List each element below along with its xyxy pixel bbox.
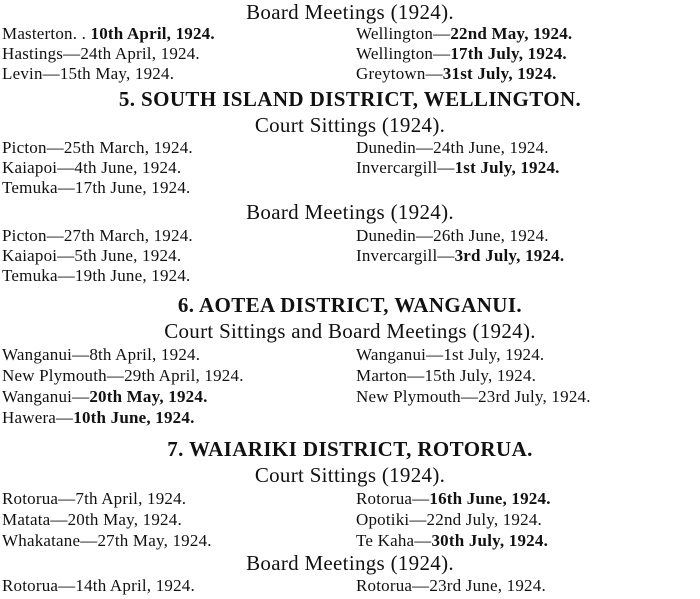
section-heading: Board Meetings (1924). (246, 0, 454, 24)
right-entry (356, 44, 567, 64)
left-entry (2, 387, 208, 407)
date: 27th May, 1924. (97, 531, 212, 550)
date: 20th May, 1924. (89, 387, 208, 406)
place: Levin— (2, 64, 60, 83)
place: Picton— (2, 138, 64, 157)
section-heading: Board Meetings (1924). (246, 200, 454, 224)
place: Rotorua— (2, 489, 76, 508)
place: New Plymouth— (2, 366, 125, 385)
date: 4th June, 1924. (74, 158, 182, 177)
date: 10th June, 1924. (73, 408, 195, 427)
right-entry (356, 345, 544, 365)
district-heading: 6. AOTEA DISTRICT, WANGANUI. (177, 293, 523, 317)
date: 31st July, 1924. (442, 64, 557, 83)
place: Whakatane— (2, 531, 98, 550)
list-row (0, 510, 700, 530)
list-row (0, 246, 700, 266)
date: 26th June, 1924. (433, 226, 549, 245)
left-entry (2, 246, 181, 266)
left-entry (2, 366, 244, 386)
left-entry (2, 266, 191, 286)
place: Kaiapoi— (2, 158, 75, 177)
section-heading: Court Sittings (1924). (254, 113, 446, 137)
place: Masterton. . (2, 24, 91, 43)
date: 8th April, 1924. (89, 345, 201, 364)
list-row (0, 64, 700, 84)
place: Opotiki— (356, 510, 427, 529)
list-row (0, 531, 700, 551)
right-entry (356, 64, 557, 84)
place: Wellington— (356, 24, 451, 43)
date: 17th June, 1924. (74, 178, 191, 197)
left-entry (2, 345, 200, 365)
place: Invercargill— (356, 246, 455, 265)
date: 20th May, 1924. (67, 510, 182, 529)
date: 25th March, 1924. (63, 138, 193, 157)
list-row (0, 24, 700, 44)
list-row (0, 489, 700, 509)
place: Greytown— (356, 64, 443, 83)
date: 5th June, 1924. (74, 246, 182, 265)
date: 24th April, 1924. (80, 44, 200, 63)
date: 30th July, 1924. (431, 531, 549, 550)
list-row (0, 226, 700, 246)
list-row (0, 266, 700, 286)
date: 10th April, 1924. (90, 24, 215, 43)
date: 14th April, 1924. (75, 576, 195, 595)
date: 22nd May, 1924. (450, 24, 573, 43)
date: 16th June, 1924. (429, 489, 551, 508)
date: 23rd June, 1924. (429, 576, 546, 595)
list-row (0, 44, 700, 64)
right-entry (356, 510, 542, 530)
place: Rotorua— (356, 489, 430, 508)
left-entry (2, 178, 191, 198)
place: Dunedin— (356, 226, 434, 245)
place: Temuka— (2, 178, 75, 197)
list-row (0, 178, 700, 198)
date: 1st July, 1924. (443, 345, 545, 364)
place: Picton— (2, 226, 64, 245)
district-heading: 7. WAIARIKI DISTRICT, ROTORUA. (167, 437, 533, 461)
list-row (0, 408, 700, 428)
place: Hastings— (2, 44, 81, 63)
place: Matata— (2, 510, 68, 529)
place: Invercargill— (356, 158, 455, 177)
right-entry (356, 489, 551, 509)
place: Temuka— (2, 266, 75, 285)
section-heading: Court Sittings and Board Meetings (1924). (164, 319, 536, 343)
left-entry (2, 138, 193, 158)
left-entry (2, 64, 174, 84)
place: Rotorua— (356, 576, 430, 595)
date: 27th March, 1924. (63, 226, 193, 245)
date: 15th July, 1924. (424, 366, 537, 385)
place: Kaiapoi— (2, 246, 75, 265)
place: Rotorua— (2, 576, 76, 595)
date: 3rd July, 1924. (454, 246, 565, 265)
place: Wanganui— (356, 345, 444, 364)
place: Dunedin— (356, 138, 434, 157)
date: 1st July, 1924. (454, 158, 560, 177)
list-row (0, 158, 700, 178)
right-entry (356, 387, 591, 407)
right-entry (356, 531, 548, 551)
list-row (0, 366, 700, 386)
left-entry (2, 24, 215, 44)
place: Wanganui— (2, 345, 90, 364)
left-entry (2, 226, 193, 246)
left-entry (2, 576, 195, 596)
left-entry (2, 531, 212, 551)
left-entry (2, 158, 181, 178)
district-heading: 5. SOUTH ISLAND DISTRICT, WELLINGTON. (118, 87, 582, 111)
list-row (0, 138, 700, 158)
place: Marton— (356, 366, 425, 385)
right-entry (356, 24, 572, 44)
list-row (0, 345, 700, 365)
right-entry (356, 576, 546, 596)
left-entry (2, 408, 195, 428)
date: 23rd July, 1924. (478, 387, 591, 406)
place: Wanganui— (2, 387, 90, 406)
date: 15th May, 1924. (59, 64, 175, 83)
place: Wellington— (356, 44, 451, 63)
right-entry (356, 226, 549, 246)
date: 7th April, 1924. (75, 489, 187, 508)
place: Hawera— (2, 408, 74, 427)
left-entry (2, 510, 182, 530)
right-entry (356, 246, 564, 266)
date: 24th June, 1924. (433, 138, 549, 157)
date: 29th April, 1924. (124, 366, 244, 385)
place: Te Kaha— (356, 531, 432, 550)
place: New Plymouth— (356, 387, 479, 406)
right-entry (356, 158, 560, 178)
left-entry (2, 44, 200, 64)
section-heading: Court Sittings (1924). (254, 463, 446, 487)
section-heading: Board Meetings (1924). (246, 551, 454, 575)
left-entry (2, 489, 186, 509)
date: 17th July, 1924. (450, 44, 567, 63)
list-row (0, 387, 700, 407)
date: 22nd July, 1924. (426, 510, 542, 529)
date: 19th June, 1924. (74, 266, 191, 285)
right-entry (356, 138, 549, 158)
list-row (0, 576, 700, 596)
right-entry (356, 366, 536, 386)
